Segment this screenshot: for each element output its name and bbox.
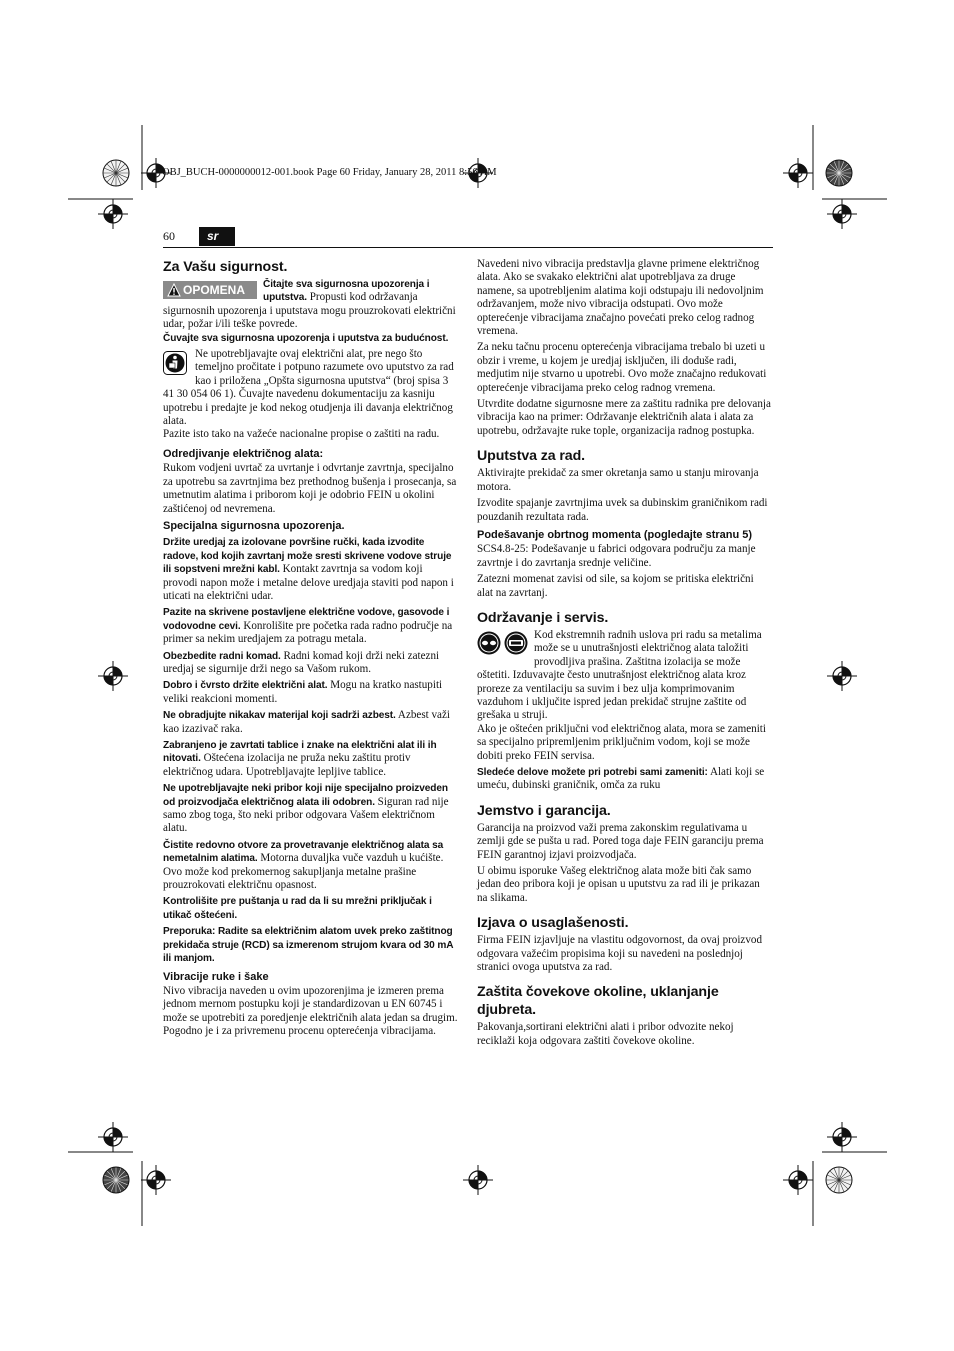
replace-parts-text: Alati koji se umeću, dubinski graničnik, omča za ruku bbox=[477, 766, 765, 792]
language-badge: sr bbox=[199, 227, 235, 246]
read-instructions-text: Propusti kod održavanja sigurnosnih upozorenja i uputstava mogu prouzrokovati električni udar, požar i/ili teške povrede. bbox=[163, 291, 456, 331]
eye-protection-icon bbox=[477, 631, 501, 655]
ppe-icons bbox=[477, 631, 528, 655]
conformity-text: Firma FEIN izjavljuje na vlastitu odgovornost, da ovaj proizvod odgovara važećim propisima koji su navedeni na poslednjoj stranici ovoga uputstva za rad. bbox=[477, 934, 762, 974]
section-title-maintenance: Održavanje i servis. bbox=[477, 609, 609, 626]
keep-instructions-bold: Čuvajte sva sigurnosna upozorenja i uputstva za budućnost. bbox=[163, 332, 449, 344]
read-instructions-bold: Čitajte sva sigurnosna upozorenja i uputstva. bbox=[263, 279, 430, 304]
maintenance-text-1: Kod ekstremnih radnih uslova pri radu sa metalima može se u unutrašnjosti električnog alata taložiti provodljiva prašina. Zaštitna izolacija se može oštetiti. Izduvavajte često unutrašnjost električnog alata kroz proreze za ventilaciju sa suvim i bez ulja komprimovanim vazduhom i uključite ispred jedan prekidač strujne zaštite od grešaka u struji. bbox=[477, 628, 762, 722]
torque-text-1: SCS4.8-25: Podešavanje u fabrici odgovara području za manje zavrtnje i do zavrtanja srednje veličine. bbox=[477, 543, 756, 569]
safety-3-text: Radni komad koji drži neki zatezni uredjaj se sigurnije drži nego sa Vašom rukom. bbox=[163, 649, 440, 675]
section-title-warranty: Jemstvo i garancija. bbox=[477, 802, 611, 819]
right-column bbox=[477, 258, 772, 1051]
safety-4-bold: Dobro i čvrsto držite električni alat. bbox=[163, 680, 328, 692]
safety-1-text: Kontakt zavrtnja sa vodom koji provodi napon može i metalne delove uredjaja staviti pod napon i uticati na električni udar. bbox=[163, 563, 454, 602]
safety-6-text: Oštećena izolacija ne pruža neku zaštitu protiv električnog udara. Upotrebljavajte lepljive tablice. bbox=[163, 752, 411, 778]
section-title-environment: Zaštita čovekove okoline, uklanjanje djubreta. bbox=[477, 984, 719, 1019]
safety-7-text: Siguran rad nije samo zbog toga, što neki pribor odgovara Vašem električnom alatu. bbox=[163, 795, 449, 835]
warning-badge bbox=[163, 281, 257, 299]
vibration-measures-text: Utvrdite dodatne sigurnosne mere za zaštitu radnika pre delovanja vibracija kao na primer: Održavanje električnih alata i alata za upotrebu, održavajte ruke tople, organizacija radnog postupka. bbox=[477, 398, 771, 437]
vibration-estimate-text: Za neku tačnu procenu opterećenja vibracijama trebalo bi uzeti u obzir i vreme, u kojem je uredjaj isključen, ili doduše radi, medjutim nije stvarno u upotrebi. Ovo može značajno redukovati opterećenje vibracijama preko celog radnog vremena. bbox=[477, 341, 767, 394]
safety-10-bold: Preporuka: Radite sa električnim alatom uvek preko zaštitnog prekidača struje (RCD) sa izmerenom strujom kvara od 30 mA ili manjom. bbox=[163, 926, 454, 965]
environment-text: Pakovanja,sortirani električni alati i pribor odvozite nekoj reciklaži koja odgovara zaštiti čovekove okoline. bbox=[477, 1021, 734, 1047]
manual-paragraph bbox=[163, 348, 458, 428]
vibration-text: Nivo vibracija naveden u ovim upozorenjima je izmeren prema jednom mernom postupku koji je standardizovan u EN 60745 i može se upotrebiti za poredjenje električnih alata jedan sa drugim. Pogodno je i za privremenu procenu opterećenja vibracijama. bbox=[163, 984, 458, 1038]
safety-7-bold: Ne upotrebljavajte neki pribor koji nije specijalno proizveden od proizvodjača električnog alata ili odobren. bbox=[163, 783, 448, 808]
safety-6-bold: Zabranjeno je zavrtati tablice i znake na električni alat ili ih nitovati. bbox=[163, 740, 437, 765]
manual-text: Ne upotrebljavajte ovaj električni alat, pre nego što temeljno pročitate i potpuno razumete ovo uputstvo za rad kao i priložena „Opšta sigurnosna uputstva“ (broj spisa 3 41 30 054 06 1). Čuvajte navedenu dokumentaciju za kasniju upotrebu i predajte je kod nekog otudjenja ili davanja električnog alata. bbox=[163, 348, 454, 428]
safety-5-text: Azbest važi kao izazivač raka. bbox=[163, 709, 450, 735]
left-column bbox=[163, 258, 458, 1042]
warning-triangle-icon bbox=[167, 283, 181, 297]
section-title-conformity: Izjava o usaglašenosti. bbox=[477, 915, 629, 932]
warranty-text-1: Garancija na proizvod važi prema zakonskim regulativama u zemlji gde se pušta u rad. Pored toga daje FEIN garanciju prema FEIN garantnoj izjavi proizvodjača. bbox=[477, 821, 764, 861]
section-title-instructions: Uputstva za rad. bbox=[477, 448, 585, 465]
warning-paragraph bbox=[163, 278, 458, 332]
instructions-text-2: Izvodite spajanje zavrtnjima uvek sa dubinskim graničnikom radi pouzdanih rezultata rada. bbox=[477, 497, 768, 523]
safety-9-bold: Kontrolišite pre puštanja u rad da li su mrežni priključak i utikač oštećeni. bbox=[163, 896, 432, 921]
replace-parts-bold: Sledeće delove možete pri potrebi sami zameniti: bbox=[477, 767, 708, 778]
maintenance-text-2: Ako je oštećen priključni vod električnog alata, mora se zameniti sa specijalno pripremljenim priključnim vodom, koji se može dobiti preko FEIN servisa. bbox=[477, 722, 766, 762]
warning-label: OPOMENA bbox=[183, 283, 246, 297]
maintenance-paragraph bbox=[477, 629, 772, 723]
read-manual-icon bbox=[163, 351, 187, 375]
heading-intended-use: Odredjivanje električnog alata: bbox=[163, 447, 324, 460]
safety-2-bold: Pazite na skrivene postavljene električne vodove, gasovode i vodovodne cevi. bbox=[163, 607, 450, 632]
heading-torque: Podešavanje obrtnog momenta (pogledajte stranu 5) bbox=[477, 528, 753, 541]
safety-5-bold: Ne obradjujte nikakav materijal koji sadrži azbest. bbox=[163, 710, 396, 722]
page-number: 60 bbox=[163, 229, 175, 243]
safety-3-bold: Obezbedite radni komad. bbox=[163, 650, 281, 662]
safety-2-text: Konrolišite pre početka rada radno područje na primer sa nekim uredjajem za potragu metala. bbox=[163, 619, 453, 646]
heading-vibration: Vibracije ruke i šake bbox=[163, 970, 269, 983]
safety-8-bold: Čistite redovno otvore za provetravanje električnog alata sa nemetalnim alatima. bbox=[163, 839, 444, 865]
instructions-text-1: Aktivirajte prekidač za smer okretanja samo u stanju mirovanja motora. bbox=[477, 467, 759, 493]
intended-use-text: Rukom vodjeni uvrtač za uvrtanje i odvrtanje zavrtnja, specijalno za upotrebu sa zavrtnjima bez prethodnog bušenja i prosecanja, sa umetnutim alatima i priborom koji je odobrio FEIN u okolini zaštićenoj od nevremena. bbox=[163, 462, 457, 515]
torque-text-2: Zatezni momenat zavisi od sile, sa kojom se pritiska električni alat na zavrtanj. bbox=[477, 573, 754, 599]
header-rule bbox=[163, 247, 773, 248]
section-title-safety: Za Vašu sigurnost. bbox=[163, 259, 288, 275]
safety-8-text: Motorna duvaljka vuče vazduh u kućište. Ovo može kod prekomernog sakupljanja metalne prašine prouzrokovati električnu opasnost. bbox=[163, 852, 444, 892]
vibration-level-text: Navedeni nivo vibracija predstavlja glavne primene električnog alata. Ako se svakako električni alat upotrebljava za druge namene, sa upotrebljenim alatima koji odstupaju ili nedovoljnim održavanjem, može nivo vibracija odstupati. Ovo može opterećenje vibracijama značajno povećati preko celog radnog vremena. bbox=[477, 258, 764, 338]
heading-special-safety: Specijalna sigurnosna upozorenja. bbox=[163, 519, 345, 532]
safety-4-text: Mogu na kratko nastupiti veliki reakcioni momenti. bbox=[163, 679, 443, 705]
safety-1-bold: Držite uredjaj za izolovane površine ručki, kada izvodite radove, kod kojih zavrtanj može sresti skrivene vodove struje ili sopstveni mrežni kabl. bbox=[163, 537, 452, 576]
warranty-text-2: U obimu isporuke Vašeg električnog alata može biti čak samo jedan deo pribora koji je opisan u uputstvu za rad ili je prikazan na slikama. bbox=[477, 865, 760, 904]
hearing-protection-icon bbox=[504, 631, 528, 655]
book-info-line: OBJ_BUCH-0000000012-001.book Page 60 Friday, January 28, 2011 8:56 AM bbox=[162, 167, 497, 178]
national-rules-text: Pazite isto tako na važeće nacionalne propise o zaštiti na radu. bbox=[163, 428, 440, 441]
